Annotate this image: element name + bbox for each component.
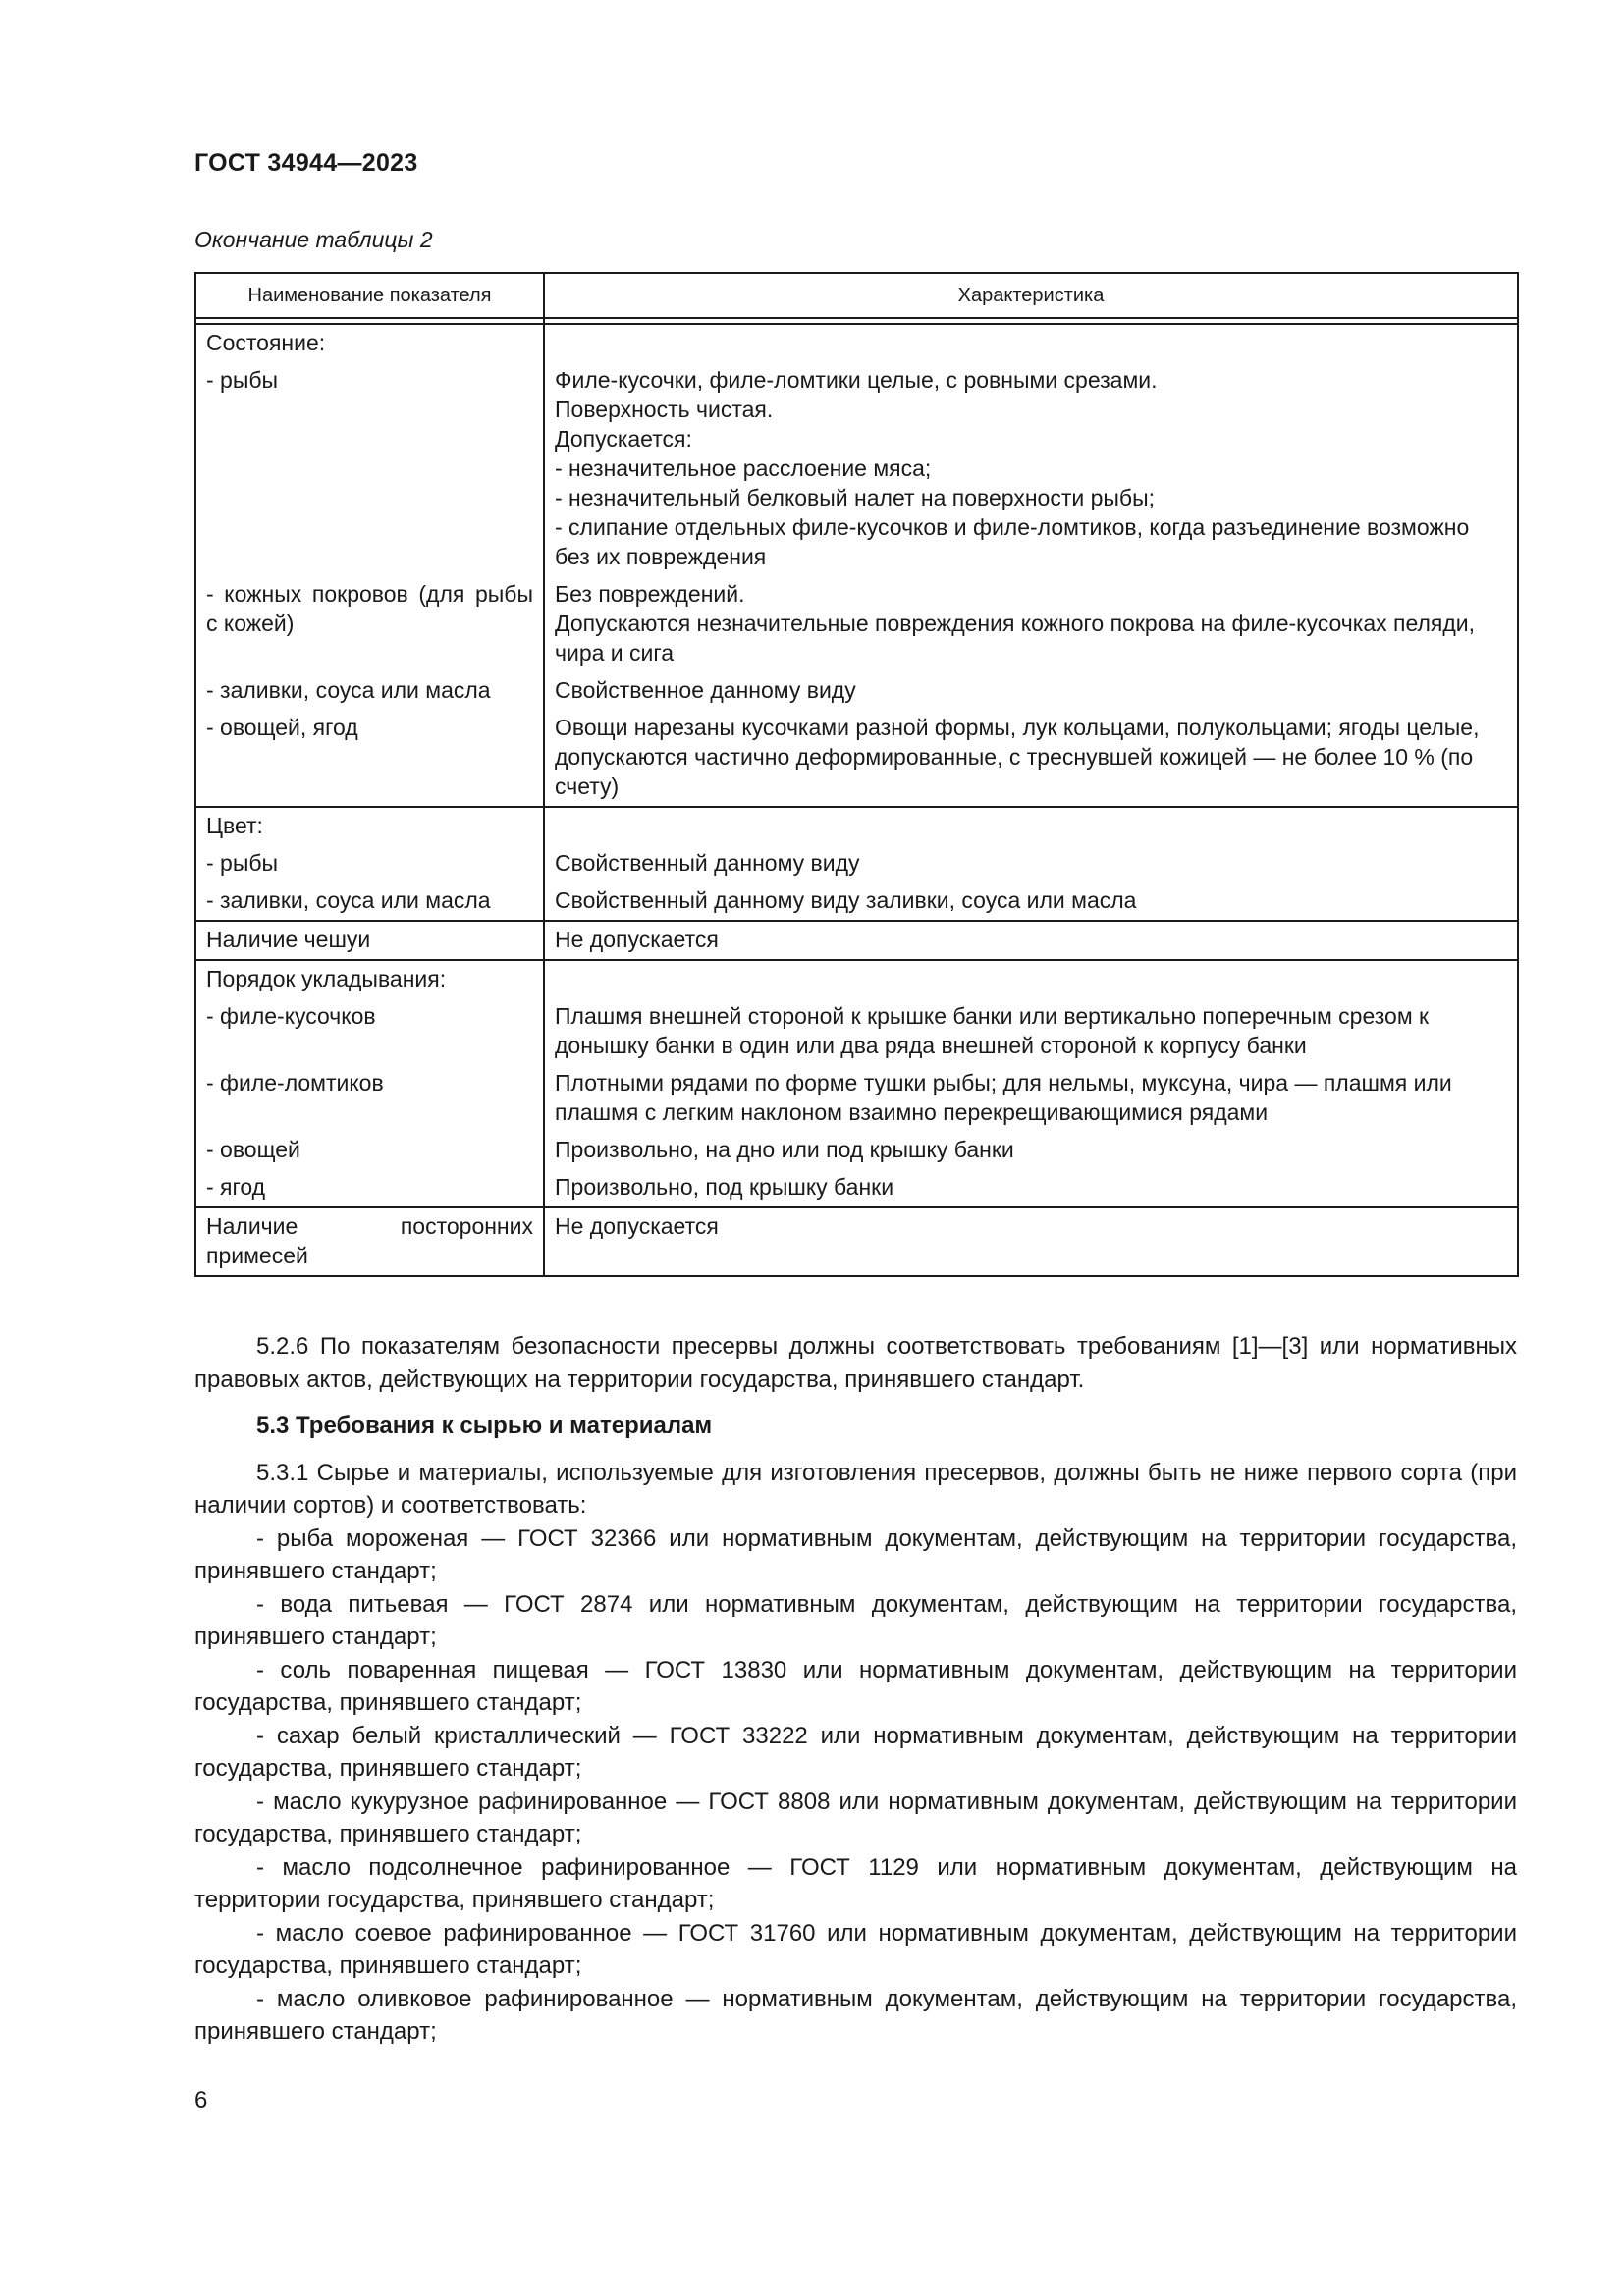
table-row [195,998,1518,1065]
row-indicator: - заливки, соуса или масла [195,882,544,921]
row-characteristic: Свойственное данному виду [544,672,1518,710]
table-row [195,1169,1518,1207]
row-indicator: - филе-кусочков [195,998,544,1065]
table-header-row [195,273,1518,318]
table-row [195,921,1518,960]
row-characteristic: Плотными рядами по форме тушки рыбы; для нельмы, муксуна, чира — плашмя или плашмя с легким наклоном взаимно перекрещивающимися рядами [544,1065,1518,1132]
section-heading-5-3: 5.3 Требования к сырью и материалам [256,1413,713,1439]
table-row [195,576,1518,672]
row-characteristic: Свойственный данному виду [544,845,1518,882]
cell-line: - незначительное расслоение мяса; [555,455,932,481]
table-row [195,1132,1518,1169]
row-characteristic: Произвольно, под крышку банки [544,1169,1518,1207]
row-characteristic: Не допускается [544,921,1518,960]
table-row [195,710,1518,807]
row-indicator: - ягод [195,1169,544,1207]
row-characteristic [544,362,1518,576]
clause-5-2-6: 5.2.6 По показателям безопасности пресервы должны соответствовать требованиям [1]—[3] или нормативных правовых актов, действующих на территории государства, принявшего стандарт. [194,1333,1517,1393]
table-row [195,1207,1518,1276]
cell-line: Без повреждений. [555,581,745,607]
row-indicator: - овощей, ягод [195,710,544,807]
body-text [194,1330,1517,2049]
row-characteristic: Плашмя внешней стороной к крышке банки или вертикально поперечным срезом к донышку банки в один или два ряда внешней стороной к корпусу банки [544,998,1518,1065]
cell-line: - незначительный белковый налет на поверхности рыбы; [555,485,1156,510]
spec-table [194,272,1519,1277]
row-characteristic [544,324,1518,362]
cell-line: Допускается: [555,426,692,452]
col-header-indicator: Наименование показателя [195,273,544,318]
col-header-characteristic: Характеристика [544,273,1518,318]
row-characteristic: Не допускается [544,1207,1518,1276]
row-characteristic [544,576,1518,672]
cell-line: Допускаются незначительные повреждения кожного покрова на филе-кусочках пеляди, чира и сига [555,611,1476,666]
table-row [195,845,1518,882]
row-characteristic: Овощи нарезаны кусочками разной формы, лук кольцами, полукольцами; ягоды целые, допускаются частично деформированные, с треснувшей кожицей — не более 10 % (по счету) [544,710,1518,807]
table-row [195,1065,1518,1132]
table-row [195,324,1518,362]
list-item: - соль поваренная пищевая — ГОСТ 13830 или нормативным документам, действующим на территории государства, принявшего стандарт; [194,1656,1517,1716]
row-indicator: - рыбы [195,362,544,576]
row-indicator: - заливки, соуса или масла [195,672,544,710]
list-item: - масло подсолнечное рафинированное — ГОСТ 1129 или нормативным документам, действующим на территории государства, принявшего стандарт; [194,1853,1517,1913]
list-item: - вода питьевая — ГОСТ 2874 или нормативным документам, действующим на территории государства, принявшего стандарт; [194,1590,1517,1650]
row-characteristic: Произвольно, на дно или под крышку банки [544,1132,1518,1169]
table-row [195,960,1518,998]
row-indicator: Наличие посторонних примесей [195,1207,544,1276]
table-row [195,672,1518,710]
page-number: 6 [194,2087,208,2113]
cell-line: Поверхность чистая. [555,397,774,422]
row-indicator: - овощей [195,1132,544,1169]
row-indicator: Порядок укладывания: [195,960,544,998]
table-caption: Окончание таблицы 2 [194,227,433,252]
row-indicator: Состояние: [195,324,544,362]
document-code: ГОСТ 34944—2023 [194,149,418,177]
cell-line: Филе-кусочки, филе-ломтики целые, с ровными срезами. [555,367,1158,393]
row-characteristic [544,960,1518,998]
row-indicator: Наличие чешуи [195,921,544,960]
row-indicator: - филе-ломтиков [195,1065,544,1132]
cell-line: - слипание отдельных филе-кусочков и филе-ломтиков, когда разъединение возможно без их повреждения [555,514,1470,569]
list-item: - масло оливковое рафинированное — нормативным документам, действующим на территории государства, принявшего стандарт; [194,1985,1517,2045]
row-indicator: Цвет: [195,807,544,845]
row-indicator: - рыбы [195,845,544,882]
clause-5-3-1: 5.3.1 Сырье и материалы, используемые для изготовления пресервов, должны быть не ниже первого сорта (при наличии сортов) и соответствовать: [194,1459,1517,1519]
list-item: - рыба мороженая — ГОСТ 32366 или нормативным документам, действующим на территории государства, принявшего стандарт; [194,1524,1517,1584]
list-item: - масло кукурузное рафинированное — ГОСТ 8808 или нормативным документам, действующим на территории государства, принявшего стандарт; [194,1788,1517,1847]
table-row [195,882,1518,921]
list-item: - масло соевое рафинированное — ГОСТ 31760 или нормативным документам, действующим на территории государства, принявшего стандарт; [194,1919,1517,1979]
list-item: - сахар белый кристаллический — ГОСТ 33222 или нормативным документам, действующим на территории государства, принявшего стандарт; [194,1722,1517,1782]
row-characteristic [544,807,1518,845]
row-indicator: - кожных покровов (для рыбы с кожей) [195,576,544,672]
table-row [195,362,1518,576]
table-row [195,807,1518,845]
row-characteristic: Свойственный данному виду заливки, соуса или масла [544,882,1518,921]
